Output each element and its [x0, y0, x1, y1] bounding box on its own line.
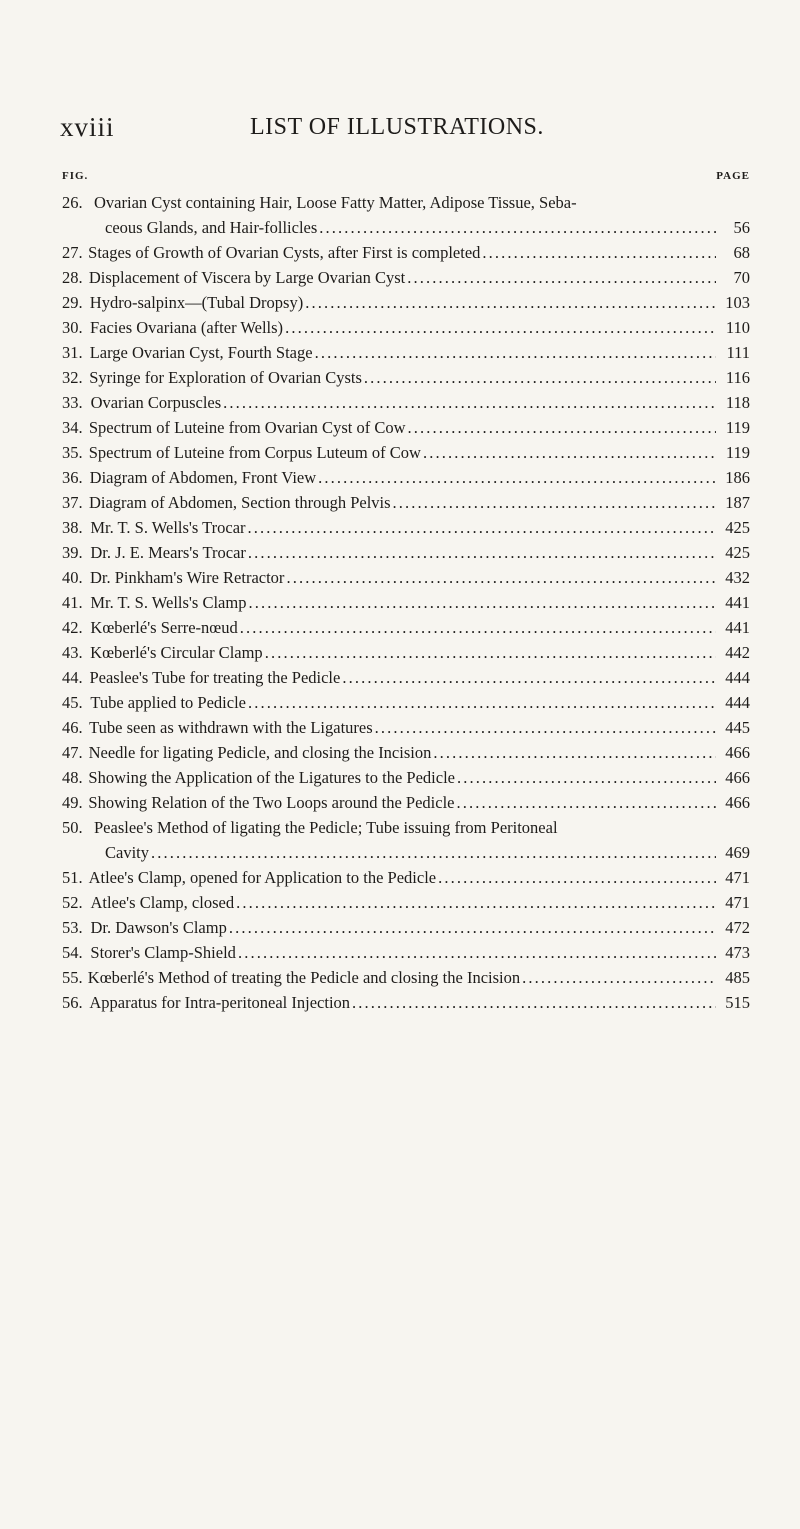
dot-leader: [285, 315, 716, 340]
entry-line: [62, 940, 750, 965]
page-column-label: PAGE: [716, 170, 750, 182]
list-item: [62, 315, 750, 340]
page-reference: 444: [725, 668, 750, 687]
entry-line: [62, 715, 750, 740]
dot-leader: [457, 765, 716, 790]
dot-leader: [375, 715, 716, 740]
figure-number: 55.: [62, 968, 83, 987]
list-item: [62, 740, 750, 765]
list-item: [62, 265, 750, 290]
dot-leader: [364, 365, 716, 390]
list-item: [62, 415, 750, 440]
entry-line: [62, 915, 750, 940]
entry-line: [62, 890, 750, 915]
figure-title: Mr. T. S. Wells's Trocar: [90, 518, 246, 537]
figure-number: 31.: [62, 343, 83, 362]
page-reference: 70: [733, 268, 750, 287]
list-item: [62, 790, 750, 815]
page-reference: 103: [725, 293, 750, 312]
dot-leader: [240, 615, 716, 640]
figure-title: Stages of Growth of Ovarian Cysts, after First is completed: [88, 243, 481, 262]
list-item: [62, 565, 750, 590]
figure-title: Apparatus for Intra-peritoneal Injection: [89, 993, 351, 1012]
page-reference: 111: [726, 343, 750, 362]
dot-leader: [151, 840, 716, 865]
figure-number: 51.: [62, 868, 83, 887]
figure-number: 30.: [62, 318, 83, 337]
figure-number: 37.: [62, 493, 83, 512]
list-item: [62, 640, 750, 665]
entry-line: [62, 590, 750, 615]
figure-title: Hydro-salpinx—(Tubal Dropsy): [89, 293, 304, 312]
figure-title: Atlee's Clamp, closed: [90, 893, 235, 912]
page-reference: 466: [725, 793, 750, 812]
dot-leader: [265, 640, 716, 665]
column-labels: [62, 170, 750, 186]
figure-number: 39.: [62, 543, 83, 562]
entry-line: [62, 740, 750, 765]
figure-title: Peaslee's Method of ligating the Pedicle; Tube issuing from Peritoneal: [94, 818, 558, 837]
entry-line: [62, 490, 750, 515]
page-reference: 425: [725, 518, 750, 537]
figure-title: Syringe for Exploration of Ovarian Cysts: [89, 368, 362, 387]
dot-leader: [223, 390, 716, 415]
figure-number: 41.: [62, 593, 83, 612]
page-reference: 442: [725, 643, 750, 662]
figure-number: 47.: [62, 743, 83, 762]
figure-number: 48.: [62, 768, 83, 787]
page-reference: 119: [725, 418, 750, 437]
page-number: xviii: [60, 112, 115, 142]
entry-line: [62, 365, 750, 390]
entry-line: [62, 390, 750, 415]
entry-line: [62, 965, 750, 990]
figure-number: 52.: [62, 893, 83, 912]
page-reference: 119: [725, 443, 750, 462]
figure-title: Ovarian Cyst containing Hair, Loose Fatty Matter, Adipose Tissue, Seba-: [94, 193, 577, 212]
entry-line: [62, 990, 750, 1015]
figure-number: 42.: [62, 618, 83, 637]
figure-title: Storer's Clamp-Shield: [90, 943, 236, 962]
dot-leader: [408, 415, 717, 440]
list-item: [62, 340, 750, 365]
figure-title: Displacement of Viscera by Large Ovarian Cyst: [88, 268, 406, 287]
page-reference: 68: [733, 243, 750, 262]
list-item: [62, 815, 750, 865]
figure-number: 56.: [62, 993, 83, 1012]
entry-line: [62, 190, 750, 215]
page-reference: 441: [725, 593, 750, 612]
list-item: [62, 615, 750, 640]
figure-title: Spectrum of Luteine from Corpus Luteum of Cow: [88, 443, 421, 462]
figure-number: 26.: [62, 193, 83, 212]
entry-line: [62, 765, 750, 790]
figure-number: 44.: [62, 668, 83, 687]
figure-number: 29.: [62, 293, 83, 312]
figure-number: 53.: [62, 918, 83, 937]
dot-leader: [305, 290, 716, 315]
figure-title: Spectrum of Luteine from Ovarian Cyst of Cow: [88, 418, 406, 437]
page-reference: 425: [725, 543, 750, 562]
entry-line: [62, 440, 750, 465]
list-item: [62, 940, 750, 965]
entry-continuation-line: [62, 840, 750, 865]
figure-number: 43.: [62, 643, 83, 662]
illustrations-list: [62, 190, 750, 1015]
dot-leader: [522, 965, 716, 990]
figure-title: Peaslee's Tube for treating the Pedicle: [89, 668, 341, 687]
figure-title: Needle for ligating Pedicle, and closing the Incision: [88, 743, 432, 762]
list-item: [62, 765, 750, 790]
list-item: [62, 990, 750, 1015]
dot-leader: [248, 515, 716, 540]
page-reference: 472: [725, 918, 750, 937]
figure-title: Facies Ovariana (after Wells): [89, 318, 284, 337]
page-header: [60, 108, 740, 148]
dot-leader: [286, 565, 716, 590]
entry-line: [62, 540, 750, 565]
fig-column-label: FIG.: [62, 170, 89, 182]
page-reference: 473: [725, 943, 750, 962]
figure-title: Diagram of Abdomen, Section through Pelvis: [88, 493, 391, 512]
list-item: [62, 490, 750, 515]
figure-title: Mr. T. S. Wells's Clamp: [90, 593, 247, 612]
list-item: [62, 365, 750, 390]
page-reference: 515: [725, 993, 750, 1012]
page-reference: 118: [725, 393, 750, 412]
list-item: [62, 515, 750, 540]
dot-leader: [229, 915, 716, 940]
figure-title: Dr. J. E. Mears's Trocar: [90, 543, 246, 562]
dot-leader: [438, 865, 716, 890]
figure-title: Ovarian Corpuscles: [90, 393, 222, 412]
figure-title: ceous Glands, and Hair-follicles: [105, 218, 318, 237]
dot-leader: [238, 940, 716, 965]
list-item: [62, 915, 750, 940]
dot-leader: [248, 690, 716, 715]
figure-number: 27.: [62, 243, 83, 262]
figure-title: Diagram of Abdomen, Front View: [89, 468, 317, 487]
figure-number: 33.: [62, 393, 83, 412]
list-item: [62, 665, 750, 690]
list-item: [62, 240, 750, 265]
list-item: [62, 715, 750, 740]
figure-title: Tube seen as withdrawn with the Ligatures: [89, 718, 373, 737]
figure-number: 36.: [62, 468, 83, 487]
entry-line: [62, 565, 750, 590]
figure-title: Kœberlé's Circular Clamp: [90, 643, 263, 662]
figure-number: 45.: [62, 693, 83, 712]
figure-title: Kœberlé's Method of treating the Pedicle and closing the Incision: [87, 968, 521, 987]
dot-leader: [248, 540, 716, 565]
dot-leader: [342, 665, 716, 690]
entry-line: [62, 690, 750, 715]
figure-number: 35.: [62, 443, 83, 462]
figure-number: 38.: [62, 518, 83, 537]
entry-line: [62, 290, 750, 315]
page-reference: 466: [725, 743, 750, 762]
page-reference: 471: [725, 868, 750, 887]
figure-title: Dr. Dawson's Clamp: [90, 918, 227, 937]
dot-leader: [318, 465, 716, 490]
page-reference: 466: [725, 768, 750, 787]
page-reference: 116: [725, 368, 750, 387]
list-item: [62, 440, 750, 465]
page-reference: 445: [725, 718, 750, 737]
dot-leader: [236, 890, 716, 915]
page-reference: 469: [725, 843, 750, 862]
entry-line: [62, 465, 750, 490]
entry-line: [62, 665, 750, 690]
dot-leader: [423, 440, 716, 465]
running-title: LIST OF ILLUSTRATIONS.: [250, 114, 544, 140]
figure-number: 50.: [62, 818, 83, 837]
figure-title: Showing the Application of the Ligatures to the Pedicle: [88, 768, 455, 787]
list-item: [62, 390, 750, 415]
dot-leader: [482, 240, 716, 265]
figure-title: Dr. Pinkham's Wire Retractor: [89, 568, 285, 587]
figure-number: 46.: [62, 718, 83, 737]
page-reference: 485: [725, 968, 750, 987]
entry-line: [62, 415, 750, 440]
figure-number: 40.: [62, 568, 83, 587]
dot-leader: [456, 790, 716, 815]
list-item: [62, 965, 750, 990]
dot-leader: [319, 215, 716, 240]
dot-leader: [407, 265, 716, 290]
figure-title: Showing Relation of the Two Loops around the Pedicle: [88, 793, 455, 812]
figure-number: 34.: [62, 418, 83, 437]
page-reference: 441: [725, 618, 750, 637]
figure-number: 28.: [62, 268, 83, 287]
page-reference: 187: [725, 493, 750, 512]
page-reference: 432: [725, 568, 750, 587]
entry-line: [62, 640, 750, 665]
list-item: [62, 190, 750, 240]
list-item: [62, 290, 750, 315]
figure-number: 49.: [62, 793, 83, 812]
figure-title: Kœberlé's Serre-nœud: [90, 618, 238, 637]
figure-title: Cavity: [105, 843, 149, 862]
entry-line: [62, 515, 750, 540]
figure-number: 32.: [62, 368, 83, 387]
figure-title: Large Ovarian Cyst, Fourth Stage: [89, 343, 313, 362]
figure-number: 54.: [62, 943, 83, 962]
page-reference: 186: [725, 468, 750, 487]
figure-title: Tube applied to Pedicle: [90, 693, 246, 712]
entry-line: [62, 315, 750, 340]
dot-leader: [433, 740, 716, 765]
entry-line: [62, 865, 750, 890]
page-reference: 444: [725, 693, 750, 712]
list-item: [62, 465, 750, 490]
entry-line: [62, 340, 750, 365]
dot-leader: [248, 590, 716, 615]
list-item: [62, 865, 750, 890]
list-item: [62, 540, 750, 565]
dot-leader: [315, 340, 716, 365]
entry-line: [62, 615, 750, 640]
figure-title: Atlee's Clamp, opened for Application to the Pedicle: [88, 868, 437, 887]
dot-leader: [393, 490, 716, 515]
entry-line: [62, 815, 750, 840]
page-reference: 56: [733, 218, 750, 237]
dot-leader: [352, 990, 716, 1015]
list-item: [62, 690, 750, 715]
entry-line: [62, 265, 750, 290]
list-item: [62, 890, 750, 915]
entry-continuation-line: [62, 215, 750, 240]
entry-line: [62, 240, 750, 265]
page-reference: 110: [725, 318, 750, 337]
page-reference: 471: [725, 893, 750, 912]
list-item: [62, 590, 750, 615]
entry-line: [62, 790, 750, 815]
